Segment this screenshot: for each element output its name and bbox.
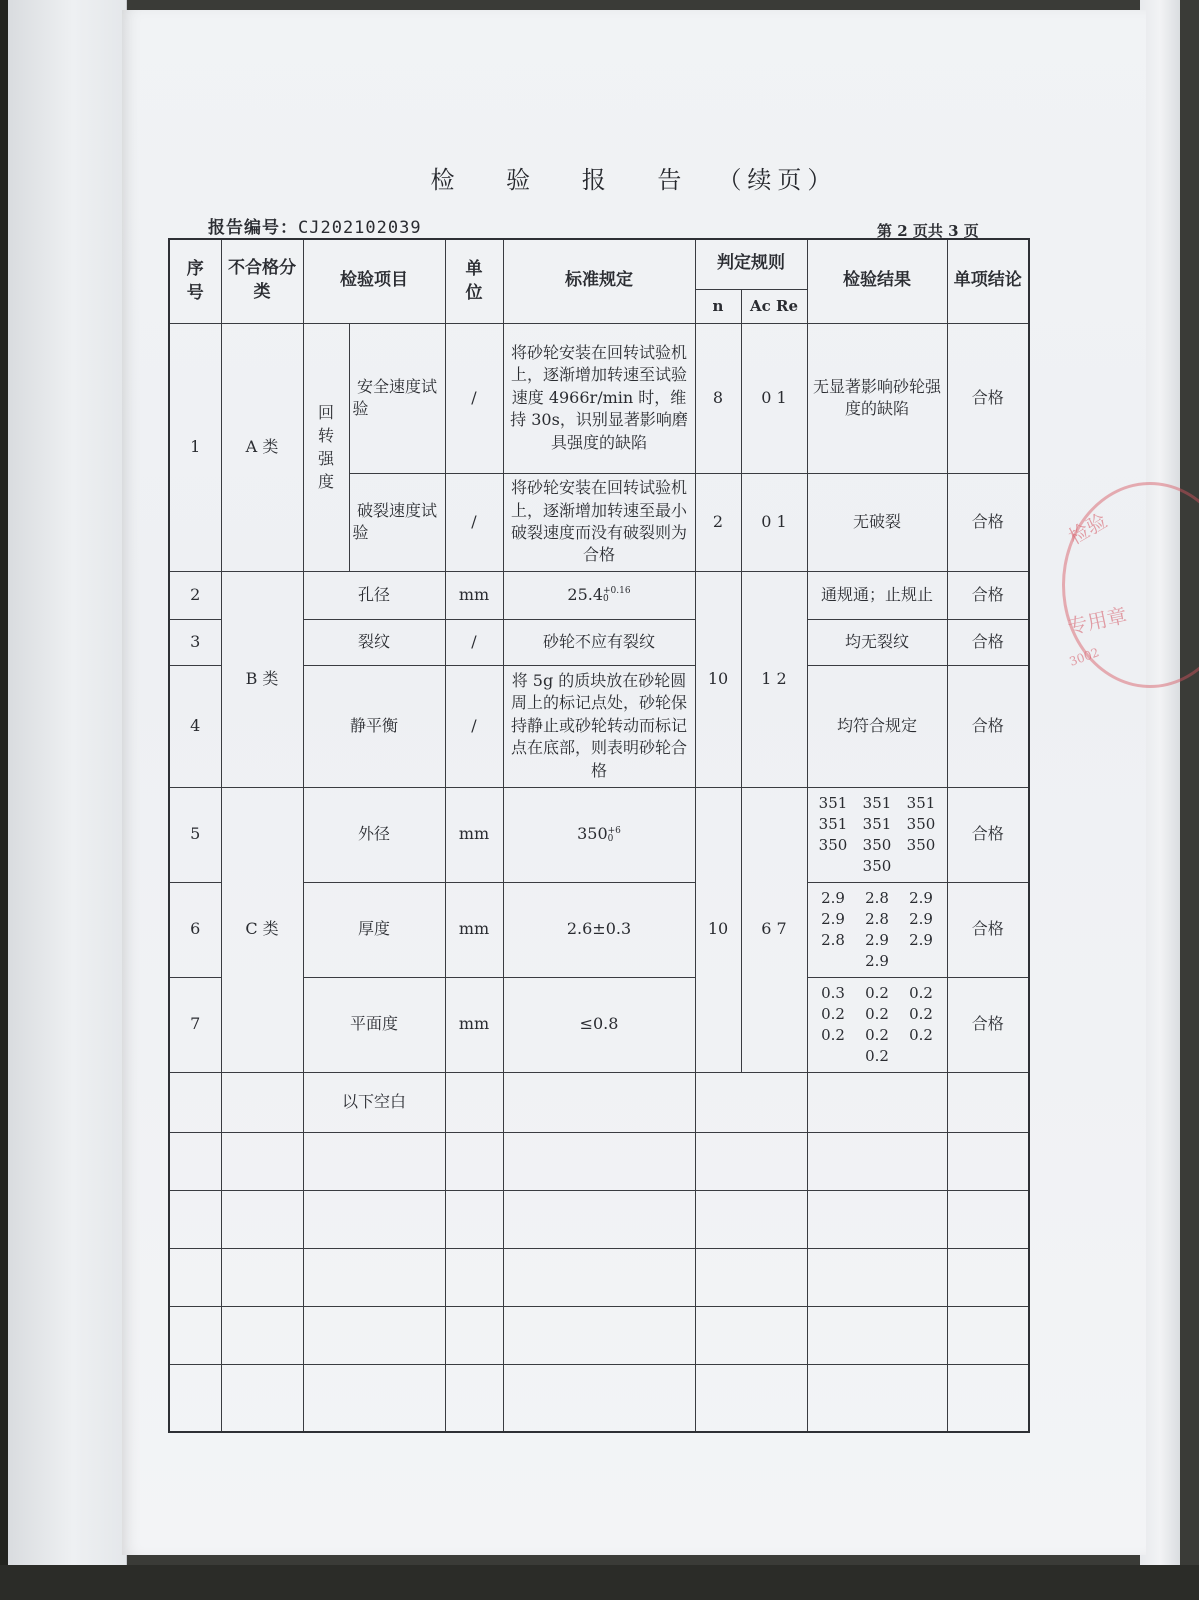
row1b-unit: / xyxy=(445,473,503,571)
row1b-conclusion: 合格 xyxy=(947,473,1029,571)
b-n: 10 xyxy=(695,571,741,787)
row3-result: 均无裂纹 xyxy=(807,619,947,665)
report-number-value: CJ202102039 xyxy=(298,218,422,238)
row5-results: 351 351 351 351 351 350 350 350 350 350 xyxy=(807,787,947,882)
row6-results: 2.9 2.8 2.9 2.9 2.8 2.9 2.8 2.9 2.9 2.9 xyxy=(807,882,947,977)
b-ac-re: 1 2 xyxy=(741,571,807,787)
row1a-conclusion: 合格 xyxy=(947,323,1029,473)
row2-item: 孔径 xyxy=(303,571,445,619)
row7-results: 0.3 0.2 0.2 0.2 0.2 0.2 0.2 0.2 0.2 0.2 xyxy=(807,977,947,1072)
report-page xyxy=(122,10,1146,1555)
row2-standard-base: 25.4 xyxy=(567,584,604,604)
row7-seq: 7 xyxy=(169,977,221,1072)
blank-note: 以下空白 xyxy=(303,1072,445,1132)
report-number xyxy=(208,213,422,238)
page-title xyxy=(122,160,1146,195)
row1-seq: 1 xyxy=(169,323,221,571)
header-result: 检验结果 xyxy=(807,239,947,323)
row1a-n: 8 xyxy=(695,323,741,473)
row1a-item: 安全速度试验 xyxy=(349,323,445,473)
row6-conclusion: 合格 xyxy=(947,882,1029,977)
header-ac-re: Ac Re xyxy=(741,289,807,323)
row4-conclusion: 合格 xyxy=(947,665,1029,787)
row1b-standard: 将砂轮安装在回转试验机上，逐渐增加转速至最小破裂速度而没有破裂则为合格 xyxy=(503,473,695,571)
title-main: 检 验 报 告 xyxy=(430,166,704,194)
row5-standard-base: 350 xyxy=(577,824,608,844)
stamp-text-middle: 专用章 xyxy=(1065,602,1130,639)
row2-conclusion: 合格 xyxy=(947,571,1029,619)
row5-standard xyxy=(503,787,695,882)
blank-row xyxy=(169,1364,1029,1432)
row3-unit: / xyxy=(445,619,503,665)
b-category: B 类 xyxy=(221,571,303,787)
blank-row xyxy=(169,1132,1029,1190)
header-unit: 单位 xyxy=(445,239,503,323)
c-category: C 类 xyxy=(221,787,303,1072)
previous-page-edge xyxy=(8,0,127,1570)
row5-item: 外径 xyxy=(303,787,445,882)
header-item: 检验项目 xyxy=(303,239,445,323)
row1a-unit: / xyxy=(445,323,503,473)
row6-unit: mm xyxy=(445,882,503,977)
header-standard: 标准规定 xyxy=(503,239,695,323)
row3-standard: 砂轮不应有裂纹 xyxy=(503,619,695,665)
table-row xyxy=(169,787,1029,882)
stamp-text-number: 3002 xyxy=(1067,645,1102,669)
blank-row xyxy=(169,1306,1029,1364)
row4-unit: / xyxy=(445,665,503,787)
desk-bottom xyxy=(0,1565,1199,1600)
table-row xyxy=(169,323,1029,473)
c-n: 10 xyxy=(695,787,741,1072)
row4-seq: 4 xyxy=(169,665,221,787)
row2-standard xyxy=(503,571,695,619)
inspection-table xyxy=(168,238,1030,1433)
row1b-ac-re: 0 1 xyxy=(741,473,807,571)
row7-standard: ≤0.8 xyxy=(503,977,695,1072)
row1-category: A 类 xyxy=(221,323,303,571)
row2-tolerance: +0.16 0 xyxy=(603,586,631,605)
c-ac-re: 6 7 xyxy=(741,787,807,1072)
row7-item: 平面度 xyxy=(303,977,445,1072)
row2-seq: 2 xyxy=(169,571,221,619)
row4-item: 静平衡 xyxy=(303,665,445,787)
stamp-text-top: 检验 xyxy=(1064,508,1112,550)
row5-tolerance: +6 0 xyxy=(607,825,621,844)
row3-seq: 3 xyxy=(169,619,221,665)
row2-unit: mm xyxy=(445,571,503,619)
row3-item: 裂纹 xyxy=(303,619,445,665)
row6-item: 厚度 xyxy=(303,882,445,977)
row7-conclusion: 合格 xyxy=(947,977,1029,1072)
row6-standard: 2.6±0.3 xyxy=(503,882,695,977)
row5-conclusion: 合格 xyxy=(947,787,1029,882)
red-seal-stamp xyxy=(1062,482,1199,688)
row1b-n: 2 xyxy=(695,473,741,571)
row1b-item: 破裂速度试验 xyxy=(349,473,445,571)
stacked-page-edges xyxy=(1140,0,1180,1565)
row2-result: 通规通；止规止 xyxy=(807,571,947,619)
row5-seq: 5 xyxy=(169,787,221,882)
row1b-result: 无破裂 xyxy=(807,473,947,571)
header-seq: 序号 xyxy=(169,239,221,323)
page-indicator: 第 2 页共 3 页 xyxy=(877,222,979,240)
header-rule: 判定规则 xyxy=(695,239,807,289)
row1a-ac-re: 0 1 xyxy=(741,323,807,473)
row1a-standard: 将砂轮安装在回转试验机上，逐渐增加转速至试验速度 4966r/min 时，维持 30s，识别显著影响磨具强度的缺陷 xyxy=(503,323,695,473)
blank-row xyxy=(169,1248,1029,1306)
row4-result: 均符合规定 xyxy=(807,665,947,787)
blank-row xyxy=(169,1190,1029,1248)
blank-row xyxy=(169,1072,1029,1132)
header-conclusion: 单项结论 xyxy=(947,239,1029,323)
row3-conclusion: 合格 xyxy=(947,619,1029,665)
row1-group: 回转强度 xyxy=(303,323,349,571)
header-row-1 xyxy=(169,239,1029,289)
row7-unit: mm xyxy=(445,977,503,1072)
report-number-label: 报告编号： xyxy=(208,218,298,238)
table-row xyxy=(169,571,1029,619)
row4-standard: 将 5g 的质块放在砂轮圆周上的标记点处，砂轮保持静止或砂轮转动而标记点在底部，则表明砂轮合格 xyxy=(503,665,695,787)
title-continued: （续页） xyxy=(717,166,838,194)
row1a-result: 无显著影响砂轮强度的缺陷 xyxy=(807,323,947,473)
row6-seq: 6 xyxy=(169,882,221,977)
row5-unit: mm xyxy=(445,787,503,882)
header-n: n xyxy=(695,289,741,323)
header-category: 不合格分类 xyxy=(221,239,303,323)
